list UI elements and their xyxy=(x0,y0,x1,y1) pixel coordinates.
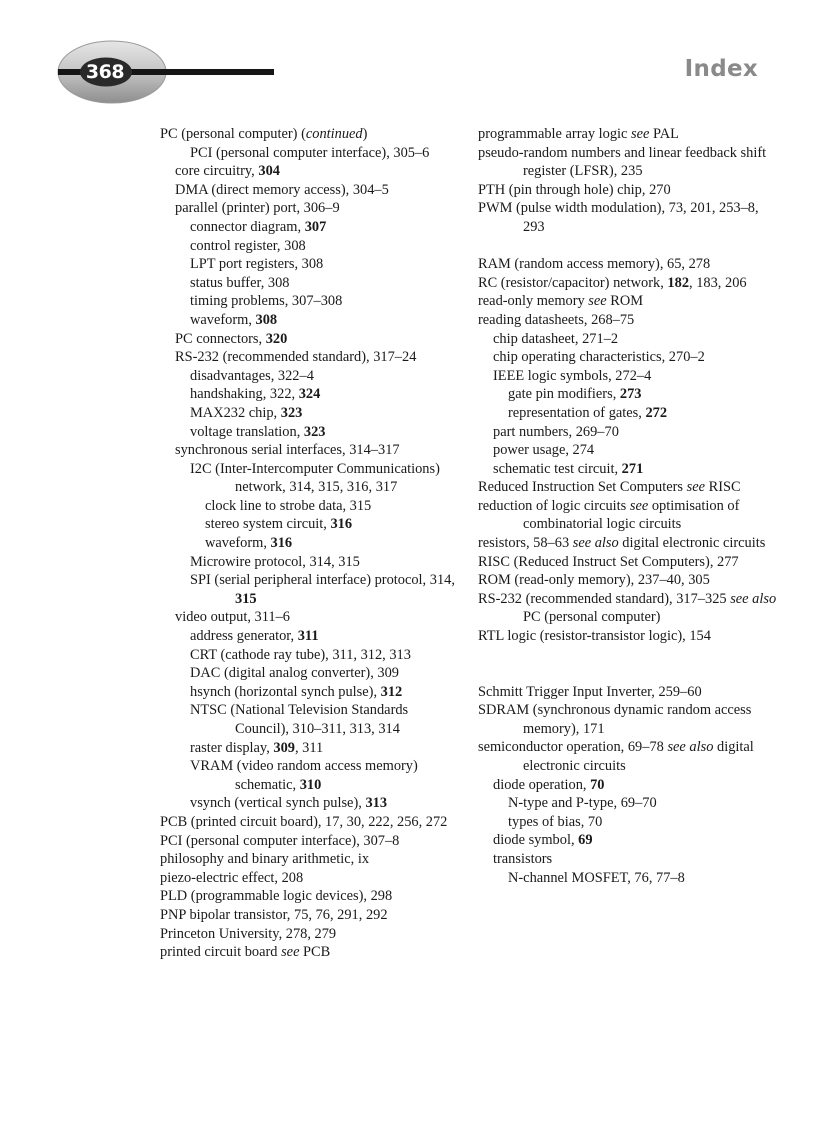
entry-text: PCI (personal computer interface), 307–8 xyxy=(160,832,400,849)
index-subentry xyxy=(160,664,460,683)
bold-page-ref: 307 xyxy=(304,218,327,235)
index-entry xyxy=(160,125,460,144)
index-subentry xyxy=(160,292,460,311)
index-subentry xyxy=(160,534,460,553)
bold-page-ref: 304 xyxy=(258,163,280,180)
entry-text: voltage translation, xyxy=(190,423,304,440)
entry-text: control register, 308 xyxy=(190,237,306,254)
bold-page-ref: 323 xyxy=(303,423,326,440)
entry-text: handshaking, 322, xyxy=(190,386,299,403)
entry-text: VRAM (video random access memory) schematic, xyxy=(190,758,418,793)
index-subentry xyxy=(160,255,460,274)
entry-text: DMA (direct memory access), 304–5 xyxy=(175,181,389,198)
index-entry xyxy=(478,701,778,738)
index-subentry xyxy=(160,144,460,163)
entry-text: transistors xyxy=(493,850,553,867)
entry-text: video output, 311–6 xyxy=(175,609,290,626)
index-subentry xyxy=(478,367,778,386)
entry-text: PNP bipolar transistor, 75, 76, 291, 292 xyxy=(160,906,388,923)
index-entry xyxy=(478,292,778,311)
entry-text: diode operation, xyxy=(493,776,591,793)
bold-page-ref: 313 xyxy=(365,795,388,812)
entry-text: N-type and P-type, 69–70 xyxy=(508,795,657,812)
bold-page-ref: 320 xyxy=(265,330,288,347)
entry-text: RISC xyxy=(705,479,741,496)
index-entry xyxy=(478,199,778,236)
entry-text: ) xyxy=(362,126,368,142)
entry-text: reading datasheets, 268–75 xyxy=(478,311,635,328)
index-subentry xyxy=(160,274,460,293)
index-subentry xyxy=(478,441,778,460)
entry-text: timing problems, 307–308 xyxy=(190,293,343,310)
index-subentry xyxy=(160,608,460,627)
entry-text: connector diagram, xyxy=(190,218,305,235)
entry-text: parallel (printer) port, 306–9 xyxy=(175,200,340,217)
bold-page-ref: 309 xyxy=(273,739,295,756)
entry-text: PCB (printed circuit board), 17, 30, 222, 256, 272 xyxy=(160,813,448,830)
bold-page-ref: 311 xyxy=(297,628,319,645)
bold-page-ref: 273 xyxy=(619,386,642,403)
index-entry xyxy=(478,553,778,572)
index-subentry xyxy=(160,646,460,665)
index-entry xyxy=(160,850,460,869)
index-entry xyxy=(478,590,778,627)
entry-text: , 183, 206 xyxy=(689,274,747,291)
entry-text: PTH (pin through hole) chip, 270 xyxy=(478,181,671,198)
cross-ref-label: see xyxy=(588,293,607,310)
index-subentry xyxy=(160,441,460,460)
index-subentry xyxy=(478,850,778,869)
bold-page-ref: 182 xyxy=(667,274,690,291)
cross-ref-label: see xyxy=(631,126,650,142)
entry-text: RTL logic (resistor-transistor logic), 154 xyxy=(478,628,711,645)
entry-text: NTSC (National Television Standards Council), 310–311, 313, 314 xyxy=(190,702,409,737)
index-entry xyxy=(478,311,778,330)
section-title: Index xyxy=(684,56,758,82)
bold-page-ref: 324 xyxy=(298,386,321,403)
index-entry xyxy=(160,887,460,906)
entry-text: RS-232 (recommended standard), 317–24 xyxy=(175,349,417,366)
index-subentry xyxy=(160,162,460,181)
entry-text: clock line to strobe data, 315 xyxy=(205,497,372,514)
entry-text: PAL xyxy=(649,126,679,142)
entry-text: read-only memory xyxy=(478,293,589,310)
index-subentry xyxy=(160,683,460,702)
index-subentry xyxy=(160,330,460,349)
entry-text: SPI (serial peripheral interface) protocol, 314, xyxy=(190,572,455,589)
entry-text: waveform, xyxy=(205,535,271,552)
bold-page-ref: 315 xyxy=(235,590,257,607)
entry-text: IEEE logic symbols, 272–4 xyxy=(493,367,652,384)
index-subentry xyxy=(478,813,778,832)
entry-text: pseudo-random numbers and linear feedback shift register (LFSR), 235 xyxy=(478,144,767,180)
entry-text: vsynch (vertical synch pulse), xyxy=(190,795,366,812)
entry-text: RS-232 (recommended standard), 317–325 xyxy=(478,590,731,607)
entry-text: waveform, xyxy=(190,311,256,328)
bold-page-ref: 70 xyxy=(590,776,605,793)
cross-ref-label: see also xyxy=(730,590,777,607)
bold-page-ref: 271 xyxy=(621,460,644,477)
index-subentry xyxy=(160,515,460,534)
cross-ref-label: see also xyxy=(572,535,619,552)
index-subentry xyxy=(478,404,778,423)
index-section-gap xyxy=(478,646,778,683)
entry-text: digital electronic circuits xyxy=(523,739,754,774)
index-entry xyxy=(160,832,460,851)
index-entry xyxy=(478,627,778,646)
bold-page-ref: 272 xyxy=(645,404,668,421)
page-number: 368 xyxy=(85,61,125,83)
index-entry xyxy=(160,943,460,962)
entry-text: piezo-electric effect, 208 xyxy=(160,869,304,886)
entry-text: printed circuit board xyxy=(160,944,282,961)
entry-text: DAC (digital analog converter), 309 xyxy=(190,665,400,682)
index-entry xyxy=(160,925,460,944)
index-subentry xyxy=(160,553,460,572)
index-subentry xyxy=(160,701,460,738)
entry-text: stereo system circuit, xyxy=(205,516,331,533)
entry-text: digital electronic circuits xyxy=(618,535,766,552)
entry-text: PCI (personal computer interface), 305–6 xyxy=(190,144,430,161)
bold-page-ref: 69 xyxy=(578,832,593,849)
index-subentry xyxy=(160,571,460,608)
entry-text: resistors, 58–63 xyxy=(478,535,573,552)
page-header xyxy=(0,0,816,120)
index-entry xyxy=(478,478,778,497)
index-subentry xyxy=(160,237,460,256)
entry-text: synchronous serial interfaces, 314–317 xyxy=(175,442,400,459)
cross-ref-label: see xyxy=(629,497,649,514)
index-column-left xyxy=(160,125,460,962)
entry-text: CRT (cathode ray tube), 311, 312, 313 xyxy=(190,646,411,663)
entry-text: RAM (random access memory), 65, 278 xyxy=(478,256,711,273)
index-entry xyxy=(478,534,778,553)
entry-text: LPT port registers, 308 xyxy=(190,256,324,273)
index-subentry xyxy=(160,218,460,237)
entry-text: N-channel MOSFET, 76, 77–8 xyxy=(508,869,685,886)
index-entry xyxy=(478,683,778,702)
index-entry xyxy=(478,255,778,274)
index-subentry xyxy=(478,831,778,850)
index-column-right xyxy=(478,125,778,887)
index-subentry xyxy=(478,794,778,813)
entry-text: RC (resistor/capacitor) network, xyxy=(478,274,668,291)
entry-text: chip operating characteristics, 270–2 xyxy=(493,349,705,366)
index-entry xyxy=(478,738,778,775)
index-subentry xyxy=(160,311,460,330)
index-subentry xyxy=(478,869,778,888)
cross-ref-label: continued xyxy=(305,126,363,142)
entry-text: Princeton University, 278, 279 xyxy=(160,925,337,942)
entry-text: status buffer, 308 xyxy=(190,274,290,291)
index-subentry xyxy=(160,181,460,200)
bold-page-ref: 310 xyxy=(299,776,322,793)
entry-text: Microwire protocol, 314, 315 xyxy=(190,553,360,570)
entry-text: ROM xyxy=(606,293,644,310)
index-entry xyxy=(478,274,778,293)
entry-text: schematic test circuit, xyxy=(493,460,622,477)
entry-text: part numbers, 269–70 xyxy=(493,423,619,440)
index-subentry xyxy=(160,199,460,218)
index-entry xyxy=(478,144,778,181)
index-subentry xyxy=(160,460,460,497)
index-entry xyxy=(478,497,778,534)
entry-text: hsynch (horizontal synch pulse), xyxy=(190,683,381,700)
index-subentry xyxy=(160,627,460,646)
entry-text: raster display, xyxy=(190,739,274,756)
entry-text: address generator, xyxy=(190,628,298,645)
index-subentry xyxy=(160,739,460,758)
entry-text: representation of gates, xyxy=(508,404,646,421)
index-subentry xyxy=(160,404,460,423)
entry-text: PWM (pulse width modulation), 73, 201, 253–8, 293 xyxy=(478,200,759,235)
index-subentry xyxy=(478,460,778,479)
entry-text: chip datasheet, 271–2 xyxy=(493,330,619,347)
entry-text: philosophy and binary arithmetic, ix xyxy=(160,851,370,868)
entry-text: diode symbol, xyxy=(493,832,579,849)
index-subentry xyxy=(478,330,778,349)
entry-text: ROM (read-only memory), 237–40, 305 xyxy=(478,572,710,589)
entry-text: PC (personal computer) xyxy=(523,609,661,626)
index-subentry xyxy=(160,367,460,386)
index-subentry xyxy=(478,348,778,367)
entry-text: MAX232 chip, xyxy=(190,404,281,421)
cross-ref-label: see xyxy=(686,479,706,496)
index-entry xyxy=(160,869,460,888)
bold-page-ref: 312 xyxy=(380,683,403,700)
index-subentry xyxy=(478,776,778,795)
entry-text: optimisation of combinatorial logic circuits xyxy=(523,497,740,533)
index-entry xyxy=(160,813,460,832)
index-entry xyxy=(478,181,778,200)
entry-text: power usage, 274 xyxy=(493,442,595,459)
entry-text: RISC (Reduced Instruct Set Computers), 277 xyxy=(478,553,739,570)
entry-text: semiconductor operation, 69–78 xyxy=(478,739,668,756)
bold-page-ref: 308 xyxy=(255,311,278,328)
entry-text: gate pin modifiers, xyxy=(508,386,620,403)
bold-page-ref: 316 xyxy=(270,535,293,552)
entry-text: Schmitt Trigger Input Inverter, 259–60 xyxy=(478,683,702,700)
index-subentry xyxy=(160,348,460,367)
cross-ref-label: see xyxy=(281,944,300,961)
entry-text: types of bias, 70 xyxy=(508,813,603,830)
entry-text: Reduced Instruction Set Computers xyxy=(478,479,687,496)
index-subentry xyxy=(160,794,460,813)
entry-text: PCB xyxy=(299,944,331,961)
index-subentry xyxy=(160,385,460,404)
index-subentry xyxy=(160,423,460,442)
index-subentry xyxy=(478,423,778,442)
index-subentry xyxy=(478,385,778,404)
entry-text: core circuitry, xyxy=(175,163,259,180)
index-entry xyxy=(478,571,778,590)
entry-text: I2C (Inter-Intercomputer Communications) network, 314, 315, 316, 317 xyxy=(190,460,440,496)
index-entry xyxy=(478,125,778,144)
entry-text: disadvantages, 322–4 xyxy=(190,367,314,384)
index-entry xyxy=(160,906,460,925)
bold-page-ref: 323 xyxy=(280,404,303,421)
index-subentry xyxy=(160,497,460,516)
entry-text: PC connectors, xyxy=(175,330,266,347)
index-section-gap xyxy=(478,237,778,256)
entry-text: SDRAM (synchronous dynamic random access memory), 171 xyxy=(478,702,752,737)
entry-text: , 311 xyxy=(294,739,324,756)
index-subentry xyxy=(160,757,460,794)
entry-text: PLD (programmable logic devices), 298 xyxy=(160,888,393,905)
cross-ref-label: see also xyxy=(667,739,714,756)
entry-text: reduction of logic circuits xyxy=(478,497,630,514)
entry-text: programmable array logic xyxy=(478,126,632,142)
bold-page-ref: 316 xyxy=(330,516,353,533)
entry-text: PC (personal computer) ( xyxy=(160,126,306,142)
